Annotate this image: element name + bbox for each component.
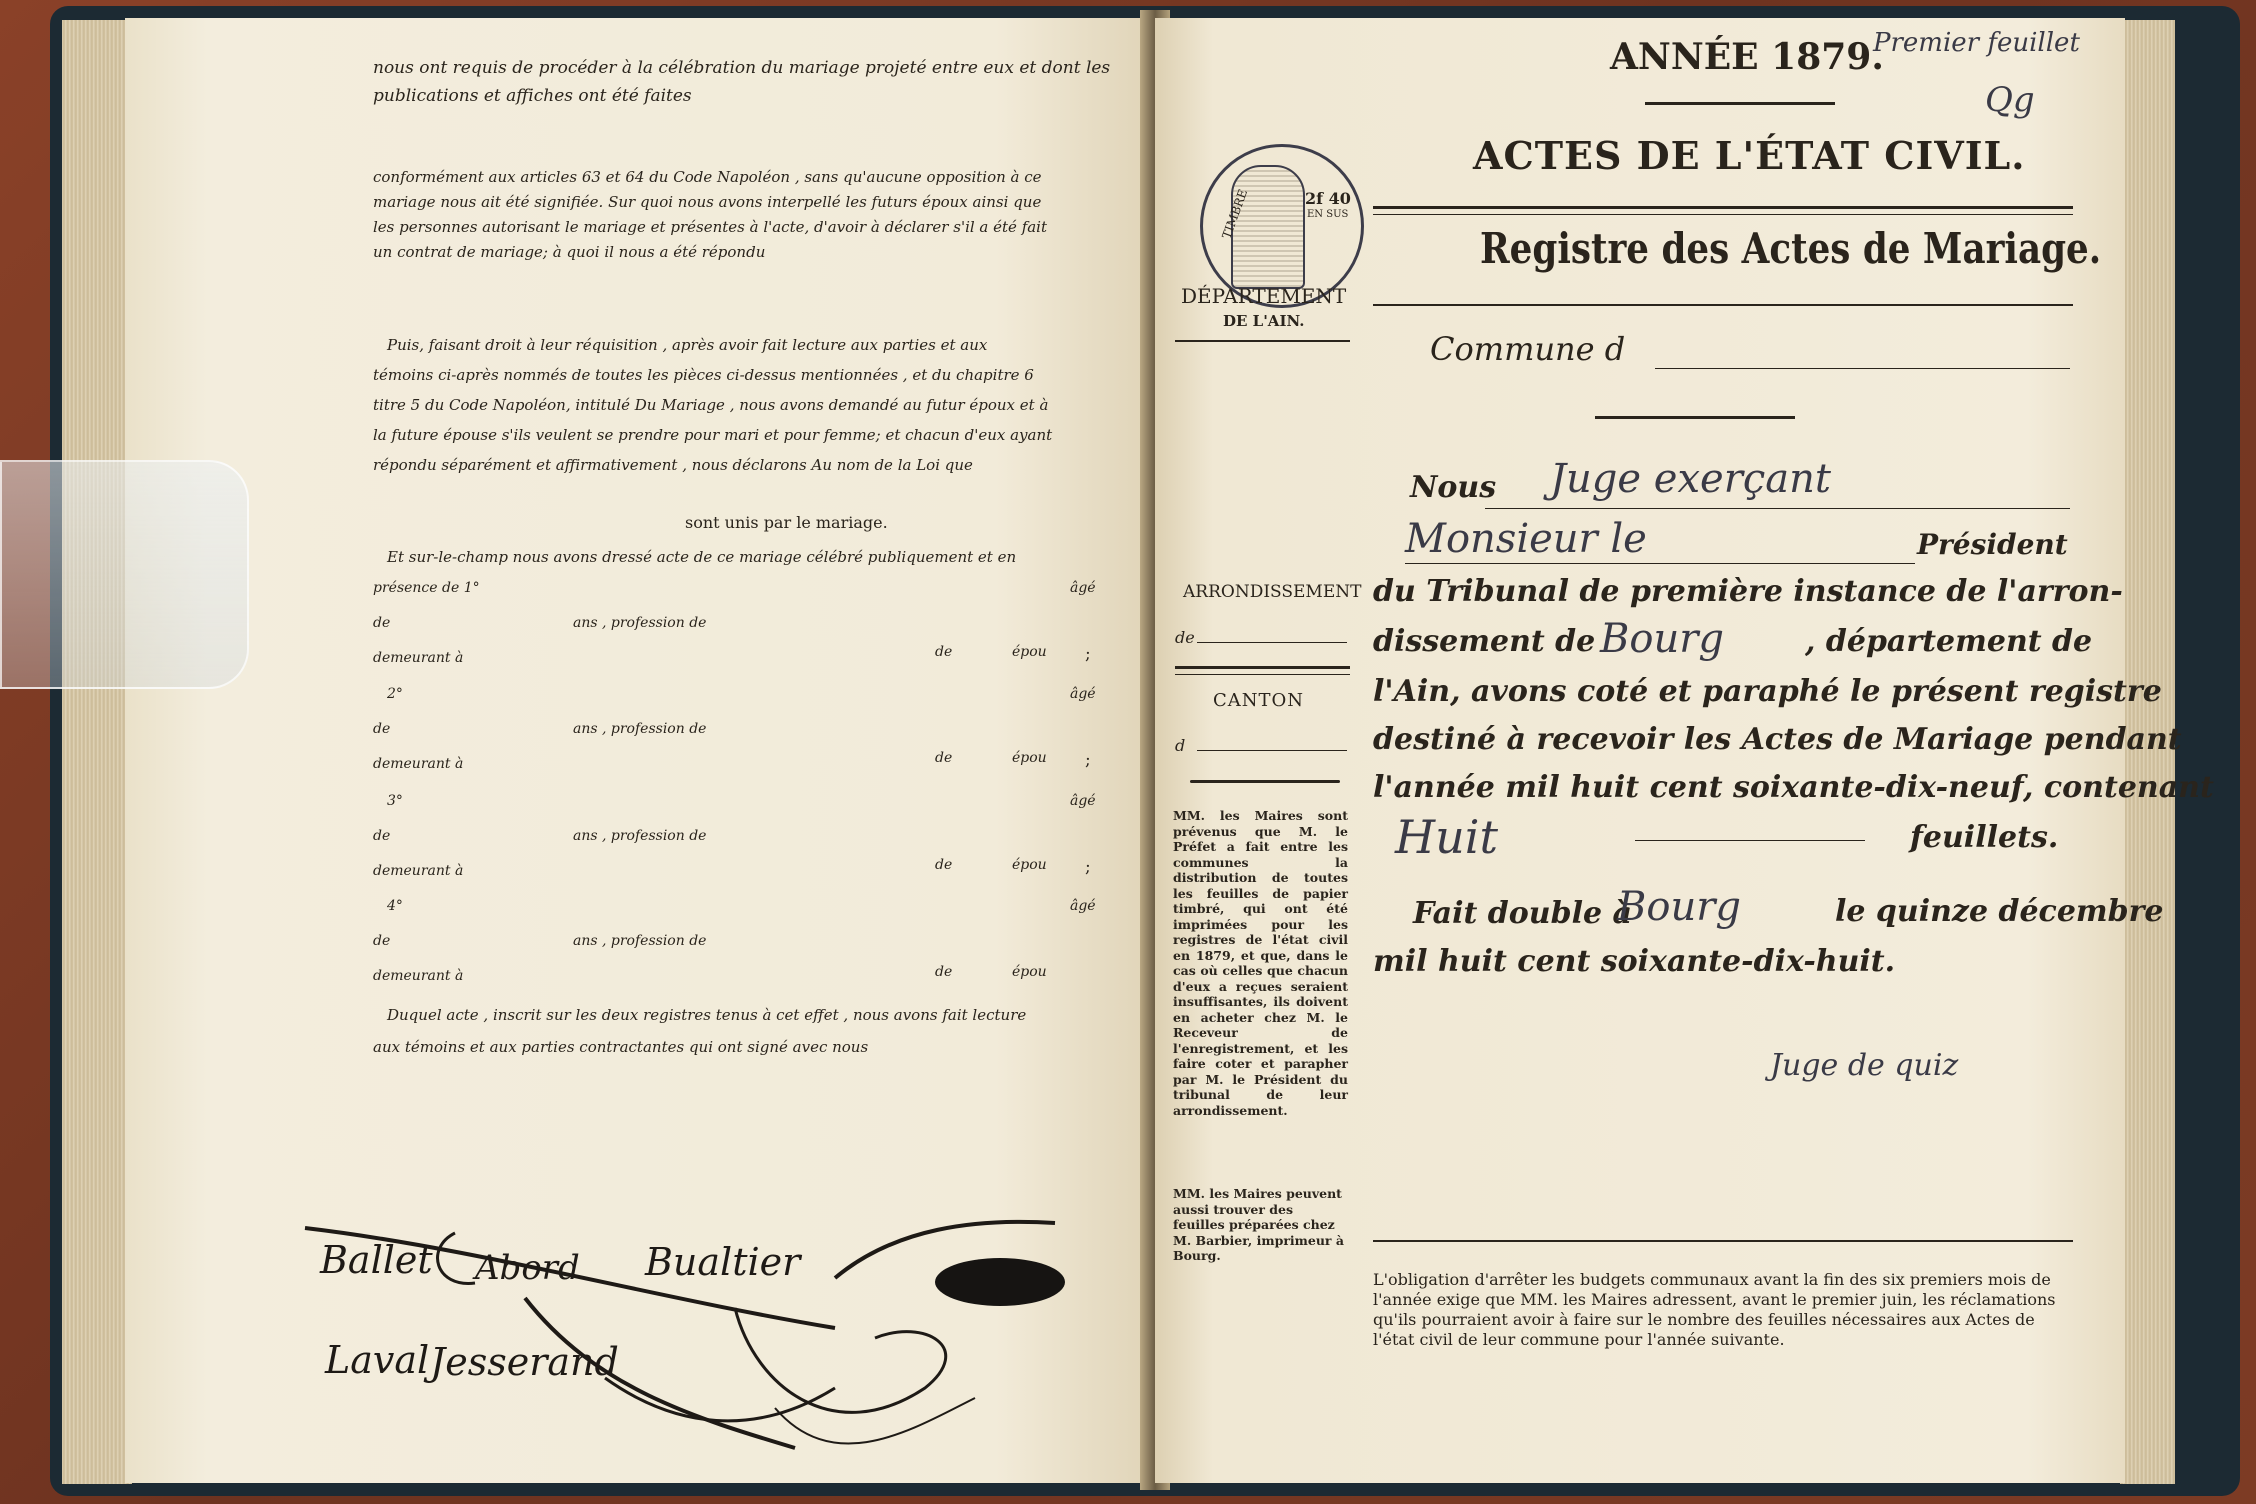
handwritten-huit: Huit	[1395, 810, 1498, 864]
signature-bualtier: Bualtier	[645, 1240, 801, 1284]
margin-note-prefect: MM. les Maires sont prévenus que M. le Préfet a fait entre les communes la distribution de toutes les feuilles de papier timbré, qui ont été imprimées pour les registres de l'état civil en 1879, et que, dans le cas où celles que chacun d'eux a reçues seraient insuffisantes, ils doivent en acheter chez M. le Receveur de l'enregistrement, et les faire coter et parapher par M. le Président du tribunal de leur arrondissement.	[1173, 808, 1348, 1118]
left-text-line: Puis, faisant droit à leur réquisition , après avoir fait lecture aux parties et aux	[387, 336, 988, 354]
left-text-line: la future épouse s'ils veulent se prendre pour mari et pour femme; et chacun d'eux ayant	[373, 426, 1053, 444]
signature-jesserand: Jesserand	[430, 1340, 619, 1384]
de-label: de	[935, 644, 953, 660]
margin-rule	[1190, 780, 1340, 783]
left-text-line: publications et affiches ont été faites	[373, 86, 692, 106]
profession-label: ans , profession de	[573, 615, 707, 631]
margin-rule	[1175, 666, 1350, 669]
heading-rule	[1373, 206, 2073, 209]
signature-abord: Abord	[475, 1248, 580, 1288]
footer-rule	[1373, 1240, 2073, 1242]
nous-label: Nous	[1410, 470, 1497, 505]
monsieur-line	[1405, 563, 1915, 564]
age-label: âgé	[1070, 686, 1096, 702]
clear-bookmark-clip	[0, 460, 249, 689]
left-text-line: présence de 1°	[373, 580, 480, 596]
commune-line	[1655, 368, 2070, 369]
margin-rule	[1175, 674, 1350, 675]
canton-line	[1197, 750, 1347, 751]
feuillets-label: feuillets.	[1910, 820, 2059, 855]
epou-label: épou	[1012, 644, 1047, 660]
handwritten-monsieur: Monsieur le	[1405, 516, 1647, 562]
de-label: de	[935, 964, 953, 980]
stamp-department: DÉPARTEMENT	[1181, 284, 1347, 308]
left-text-line: Duquel acte , inscrit sur les deux registres tenus à cet effet , nous avons fait lecture	[387, 1006, 1027, 1024]
de-label: de	[935, 857, 953, 873]
stamp-sub: EN SUS	[1307, 209, 1349, 220]
left-text-line: Et sur-le-champ nous avons dressé acte de ce mariage célébré publiquement et en	[387, 548, 1017, 566]
huit-line	[1635, 840, 1865, 841]
demeurant-label: demeurant à	[373, 968, 464, 984]
commune-label: Commune d	[1430, 330, 1626, 368]
date-text: le quinze décembre	[1835, 894, 2164, 929]
heading-rule	[1373, 214, 2073, 215]
demeurant-label: demeurant à	[373, 863, 464, 879]
epou-label: épou	[1012, 750, 1047, 766]
body-line: l'année mil huit cent soixante-dix-neuf, contenant	[1373, 770, 2214, 805]
profession-label: ans , profession de	[573, 721, 707, 737]
witness-number-4: 4°	[387, 898, 403, 914]
year-heading: ANNÉE 1879.	[1610, 36, 1884, 78]
left-text-line: un contrat de mariage; à quoi il nous a été répondu	[373, 243, 766, 261]
de-label: de	[373, 828, 391, 844]
left-text-line: aux témoins et aux parties contractantes qui ont signé avec nous	[373, 1038, 869, 1056]
demeurant-label: demeurant à	[373, 756, 464, 772]
left-page	[125, 18, 1150, 1483]
fait-double-label: Fait double à	[1413, 896, 1632, 931]
handwritten-juge: Juge exerçant	[1550, 456, 1831, 502]
semicolon: ;	[1085, 857, 1091, 877]
signature-strokes	[275, 1188, 1095, 1488]
profession-label: ans , profession de	[573, 933, 707, 949]
handwritten-number: Qg	[1985, 80, 2035, 120]
handwritten-note: Premier feuillet	[1873, 28, 2080, 58]
signature-ballet: Ballet	[320, 1238, 433, 1282]
body-line: destiné à recevoir les Actes de Mariage pendant	[1373, 722, 2182, 757]
witness-number-3: 3°	[387, 793, 403, 809]
handwritten-bourg-2: Bourg	[1617, 884, 1741, 930]
handwritten-bourg: Bourg	[1600, 616, 1724, 662]
epou-label: épou	[1012, 964, 1047, 980]
age-label: âgé	[1070, 793, 1096, 809]
witness-number-2: 2°	[387, 686, 403, 702]
left-text-line: nous ont requis de procéder à la célébration du mariage projeté entre eux et dont les	[373, 58, 1111, 78]
epou-label: épou	[1012, 857, 1047, 873]
left-text-line: titre 5 du Code Napoléon, intitulé Du Mariage , nous avons demandé au futur époux et à	[373, 396, 1049, 414]
nous-line	[1485, 508, 2070, 509]
stamp-figure	[1231, 165, 1305, 289]
handwritten-signature: Juge de quiz	[1770, 1048, 1959, 1083]
age-label: âgé	[1070, 580, 1096, 596]
demeurant-label: demeurant à	[373, 650, 464, 666]
arrondissement-line	[1197, 642, 1347, 643]
left-text-line: mariage nous ait été signifiée. Sur quoi nous avons interpellé les futurs époux ainsi que	[373, 193, 1042, 211]
de-label: de	[373, 721, 391, 737]
left-text-line: répondu séparément et affirmativement , nous déclarons Au nom de la Loi que	[373, 456, 973, 474]
body-line: l'Ain, avons coté et paraphé le présent registre	[1373, 674, 2162, 709]
left-text-line: les personnes autorisant le mariage et présentes à l'acte, d'avoir à déclarer s'il a été fait	[373, 218, 1048, 236]
register-title: Registre des Actes de Mariage.	[1480, 224, 2102, 273]
canton-d: d	[1175, 736, 1186, 755]
body-line: du Tribunal de première instance de l'arron-	[1373, 574, 2123, 609]
body-line: dissement de	[1373, 624, 1596, 659]
left-text-line: témoins ci-après nommés de toutes les pièces ci-dessus mentionnées , et du chapitre 6	[373, 366, 1034, 384]
body-line: mil huit cent soixante-dix-huit.	[1373, 944, 1896, 979]
left-text-line: conformément aux articles 63 et 64 du Code Napoléon , sans qu'aucune opposition à ce	[373, 168, 1042, 186]
stamp-rule	[1175, 340, 1350, 342]
ornament-rule	[1645, 102, 1835, 105]
margin-note-barbier: MM. les Maires peuvent aussi trouver des feuilles préparées chez M. Barbier, imprimeur à Bourg.	[1173, 1186, 1344, 1263]
civil-acts-heading: ACTES DE L'ÉTAT CIVIL.	[1473, 133, 2026, 178]
arrondissement-label: ARRONDISSEMENT	[1183, 582, 1362, 602]
president-label: Président	[1917, 528, 2068, 561]
title-rule	[1373, 304, 2073, 306]
body-line: , département de	[1805, 624, 2093, 659]
de-label: de	[373, 615, 391, 631]
profession-label: ans , profession de	[573, 828, 707, 844]
page-edges-left	[62, 20, 132, 1484]
ornament-rule	[1595, 416, 1795, 419]
arrondissement-de: de	[1175, 628, 1195, 647]
footer-note: L'obligation d'arrêter les budgets communaux avant la fin des six premiers mois de l'année exige que MM. les Maires adressent, avant le premier juin, les réclamations qu'ils pourraient avoir à faire sur le nombre des feuilles nécessaires aux Actes de l'état civil de leur commune pour l'année suivante.	[1373, 1270, 2056, 1349]
stamp-value: 2f 40	[1305, 189, 1351, 208]
unis-text: sont unis par le mariage.	[685, 513, 888, 532]
de-label: de	[373, 933, 391, 949]
age-label: âgé	[1070, 898, 1096, 914]
semicolon: ;	[1085, 750, 1091, 770]
de-label: de	[935, 750, 953, 766]
right-page	[1155, 18, 2214, 1483]
semicolon: ;	[1085, 644, 1091, 664]
signature-laval: Laval	[325, 1338, 430, 1382]
stamp-label: TIMBRE	[1219, 187, 1251, 241]
ink-blot	[935, 1258, 1065, 1306]
stamp-ain: DE L'AIN.	[1223, 312, 1305, 330]
canton-label: CANTON	[1213, 690, 1305, 711]
